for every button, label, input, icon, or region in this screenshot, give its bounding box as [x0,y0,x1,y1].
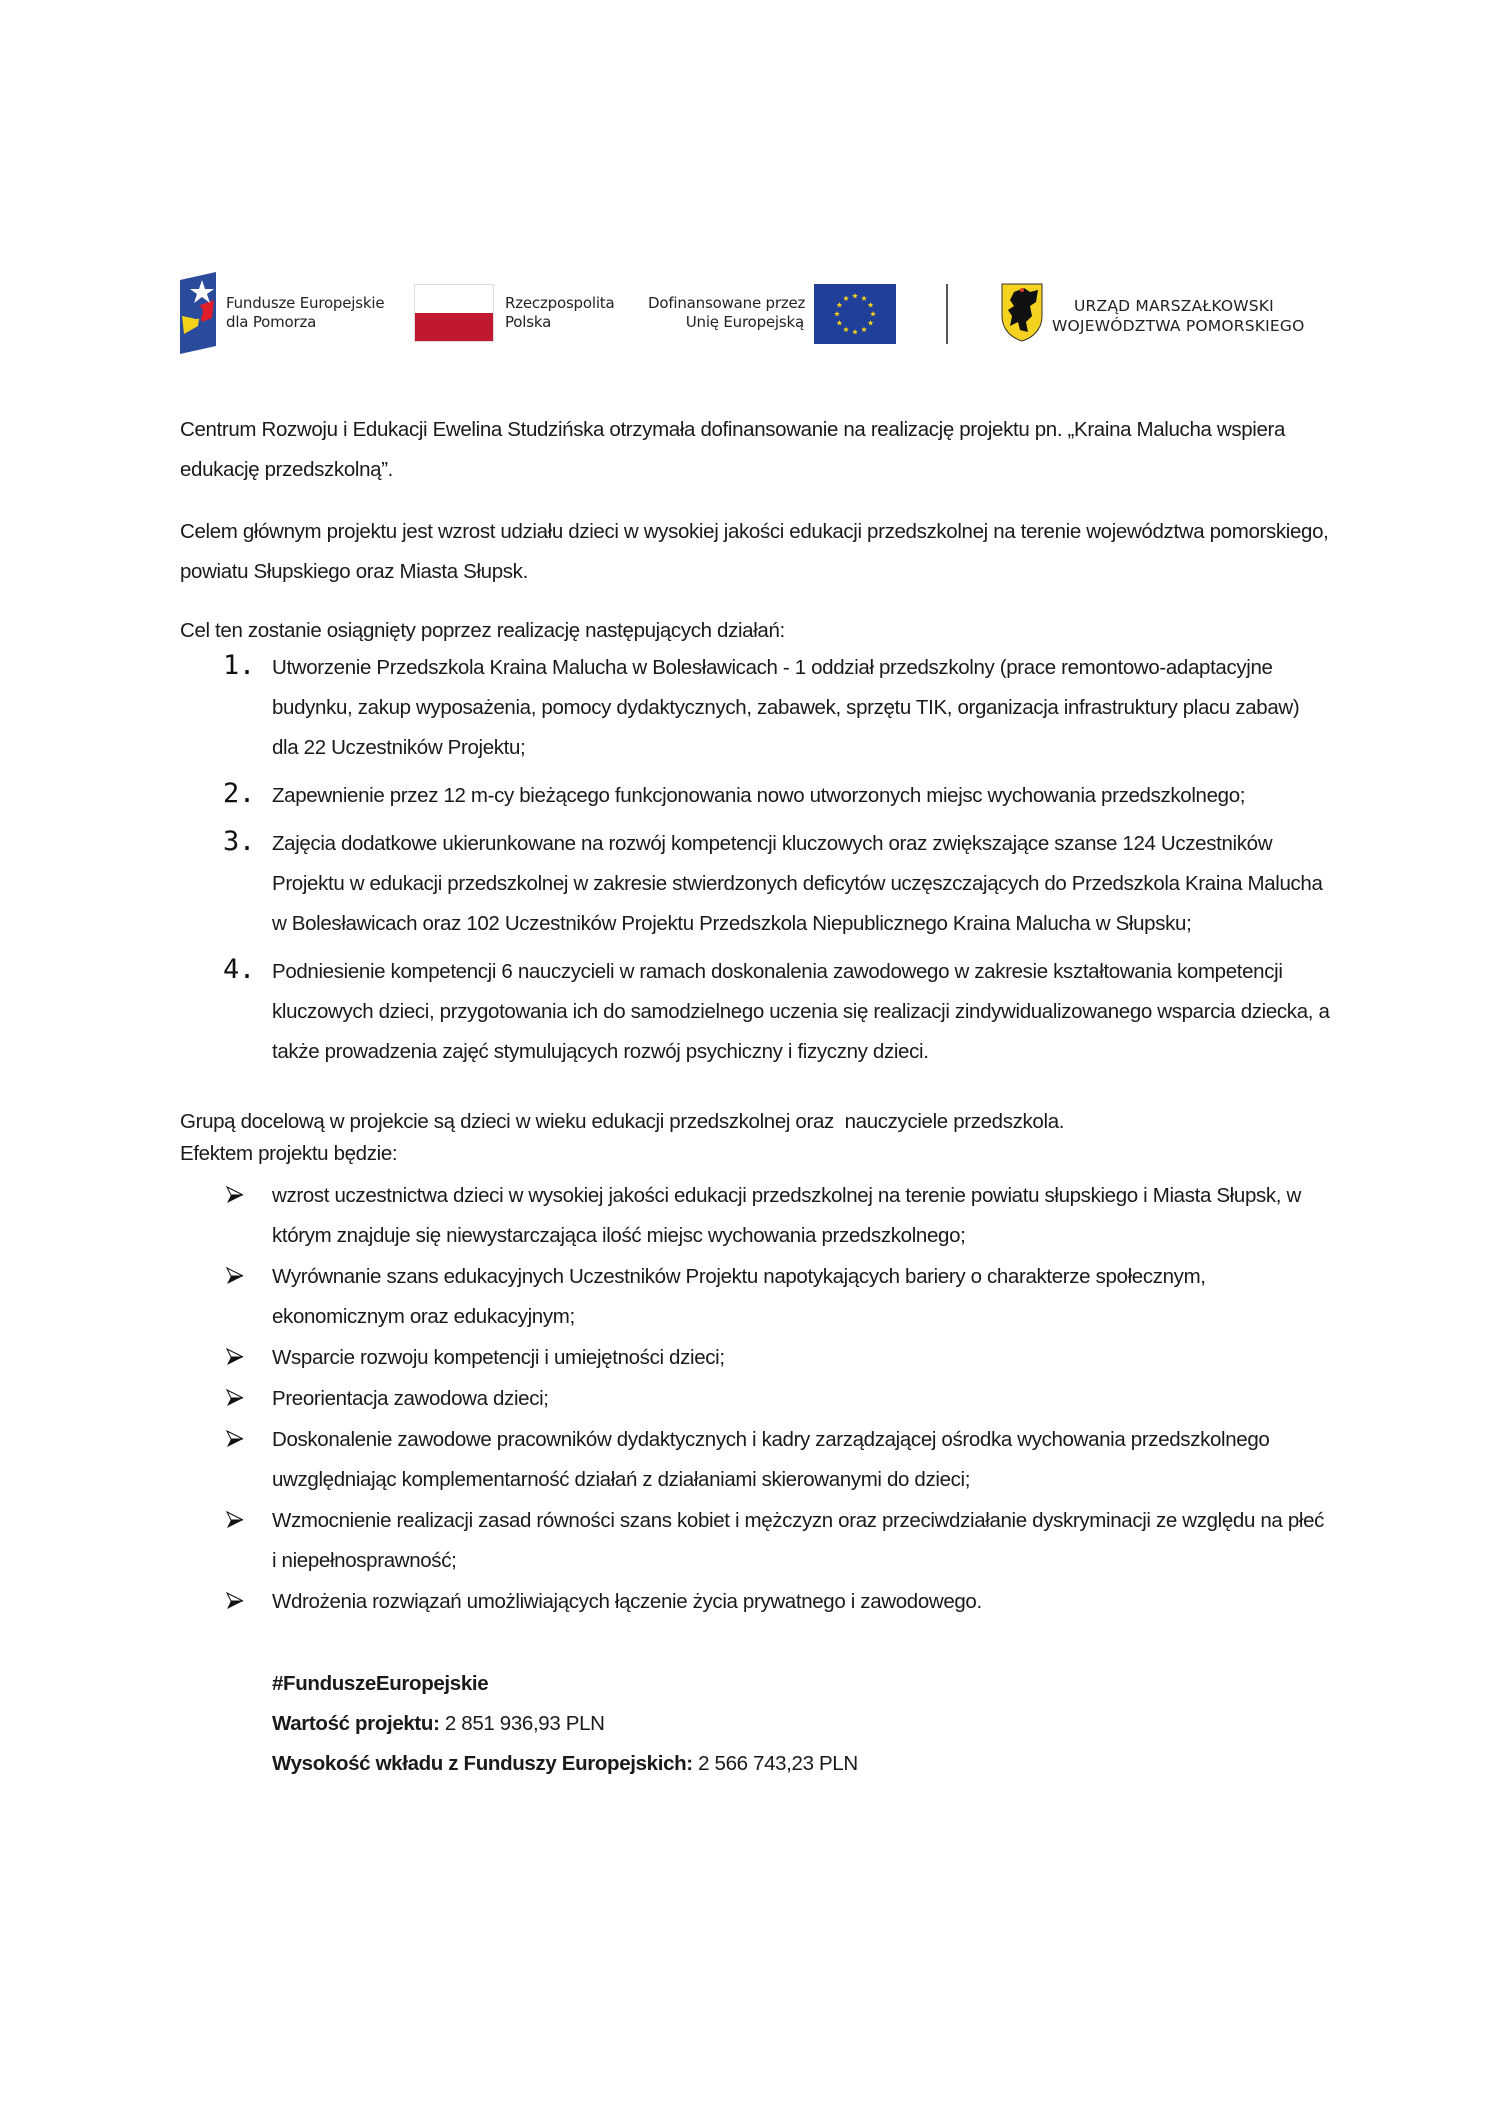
pomeranian-griffin-crest-icon [1000,282,1044,342]
arrow-bullet-icon [226,1186,244,1204]
arrow-bullet-icon [226,1348,244,1366]
logo-divider [946,284,948,344]
action-number: 1. [223,650,255,681]
pl-logo-text [505,294,614,332]
intro-paragraph: Centrum Rozwoju i Edukacji Ewelina Studzińska otrzymała dofinansowanie na realizację projektu pn. „Kraina Malucha wspiera edukację przedszkolną”. [180,418,1286,481]
arrow-bullet-icon [226,1389,244,1407]
action-number: 2. [223,778,255,809]
effect-text: Preorientacja zawodowa dzieci; [272,1387,549,1410]
effect-item [180,1257,1330,1337]
document-body [180,410,1330,1784]
eu-contribution-value: 2 566 743,23 PLN [692,1752,858,1775]
effects-list [180,1176,1330,1622]
effects-intro: Efektem projektu będzie: [180,1142,398,1165]
arrow-bullet-icon [226,1430,244,1448]
fe-logo-line1: Fundusze Europejskie [226,294,385,312]
actions-intro: Cel ten zostanie osiągnięty poprzez realizację następujących działań: [180,619,785,642]
arrow-bullet-icon [226,1592,244,1610]
eu-flag-icon [814,284,896,344]
eu-logo-text [648,294,804,332]
action-text: Zajęcia dodatkowe ukierunkowane na rozwój kompetencji kluczowych oraz zwiększające szanse 124 Uczestników Projektu w edukacji przedszkolnej w zakresie stwierdzonych deficytów uczęszczających do Przedszkola Kraina Malucha w Bolesławicach oraz 102 Uczestników Projektu Przedszkola Niepublicznego Kraina Malucha w Słupsku; [272,832,1323,935]
um-logo-line2: WOJEWÓDZTWA POMORSKIEGO [1052,317,1305,335]
effect-text: Wyrównanie szans edukacyjnych Uczestników Projektu napotykających bariery o charakterze społecznym, ekonomicznym oraz edukacyjnym; [272,1265,1206,1328]
action-item [180,952,1330,1072]
fe-logo-text [226,294,384,332]
project-value-line [272,1704,1330,1744]
effect-item [180,1501,1330,1581]
effect-item [180,1582,1330,1622]
hashtag: #FunduszeEuropejskie [272,1672,489,1695]
pl-logo-line1: Rzeczpospolita [505,294,615,312]
fe-logo-line2: dla Pomorza [226,313,317,331]
target-group-paragraph: Grupą docelową w projekcie są dzieci w wieku edukacji przedszkolnej oraz nauczyciele przedszkola. [180,1110,1065,1133]
eu-logo-line2: Unię Europejską [685,313,804,331]
action-item [180,776,1330,816]
effect-item [180,1176,1330,1256]
effect-item [180,1379,1330,1419]
effect-text: wzrost uczestnictwa dzieci w wysokiej jakości edukacji przedszkolnej na terenie powiatu słupskiego i Miasta Słupsk, w którym znajduje się niewystarczająca ilość miejsc wychowania przedszkolnego; [272,1184,1301,1247]
project-value-label: Wartość projektu: [272,1712,440,1735]
target-and-effects [180,1106,1330,1170]
polish-flag-icon [414,284,494,342]
action-text: Zapewnienie przez 12 m-cy bieżącego funkcjonowania nowo utworzonych miejsc wychowania przedszkolnego; [272,784,1246,807]
eu-logo-line1: Dofinansowane przez [648,294,806,312]
um-logo-line1: URZĄD MARSZAŁKOWSKI [1074,297,1274,315]
arrow-bullet-icon [226,1511,244,1529]
arrow-bullet-icon [226,1267,244,1285]
effect-text: Wdrożenia rozwiązań umożliwiających łączenie życia prywatnego i zawodowego. [272,1590,982,1613]
effect-text: Wsparcie rozwoju kompetencji i umiejętności dzieci; [272,1346,725,1369]
effect-item [180,1338,1330,1378]
effect-item [180,1420,1330,1500]
project-value: 2 851 936,93 PLN [439,1712,605,1735]
fe-star-icon [178,272,218,354]
goal-paragraph: Celem głównym projektu jest wzrost udziału dzieci w wysokiej jakości edukacji przedszkolnej na terenie województwa pomorskiego, powiatu Słupskiego oraz Miasta Słupsk. [180,520,1329,583]
um-logo-text [1052,296,1305,336]
action-text: Podniesienie kompetencji 6 nauczycieli w ramach doskonalenia zawodowego w zakresie kształtowania kompetencji kluczowych dzieci, przygotowania ich do samodzielnego uczenia się realizacji zindywidualizowanego wsparcia dziecka, a także prowadzenia zajęć stymulujących rozwój psychiczny i fizyczny dzieci. [272,960,1330,1063]
action-number: 4. [223,954,255,985]
action-text: Utworzenie Przedszkola Kraina Malucha w Bolesławicach - 1 oddział przedszkolny (prace remontowo-adaptacyjne budynku, zakup wyposażenia, pomocy dydaktycznych, zabawek, sprzętu TIK, organizacja infrastruktury placu zabaw) dla 22 Uczestników Projektu; [272,656,1300,759]
eu-contribution-line [272,1744,1330,1784]
pl-logo-line2: Polska [505,313,552,331]
effect-text: Wzmocnienie realizacji zasad równości szans kobiet i mężczyzn oraz przeciwdziałanie dyskryminacji ze względu na płeć i niepełnosprawność; [272,1509,1325,1572]
action-item [180,648,1330,768]
logo-bar [178,272,1305,354]
action-number: 3. [223,826,255,857]
effect-text: Doskonalenie zawodowe pracowników dydaktycznych i kadry zarządzającej ośrodka wychowania przedszkolnego uwzględniając komplementarność działań z działaniami skierowanymi do dzieci; [272,1428,1270,1491]
action-item [180,824,1330,944]
actions-list [180,648,1330,1072]
eu-contribution-label: Wysokość wkładu z Funduszy Europejskich: [272,1752,693,1775]
funding-summary [180,1664,1330,1784]
